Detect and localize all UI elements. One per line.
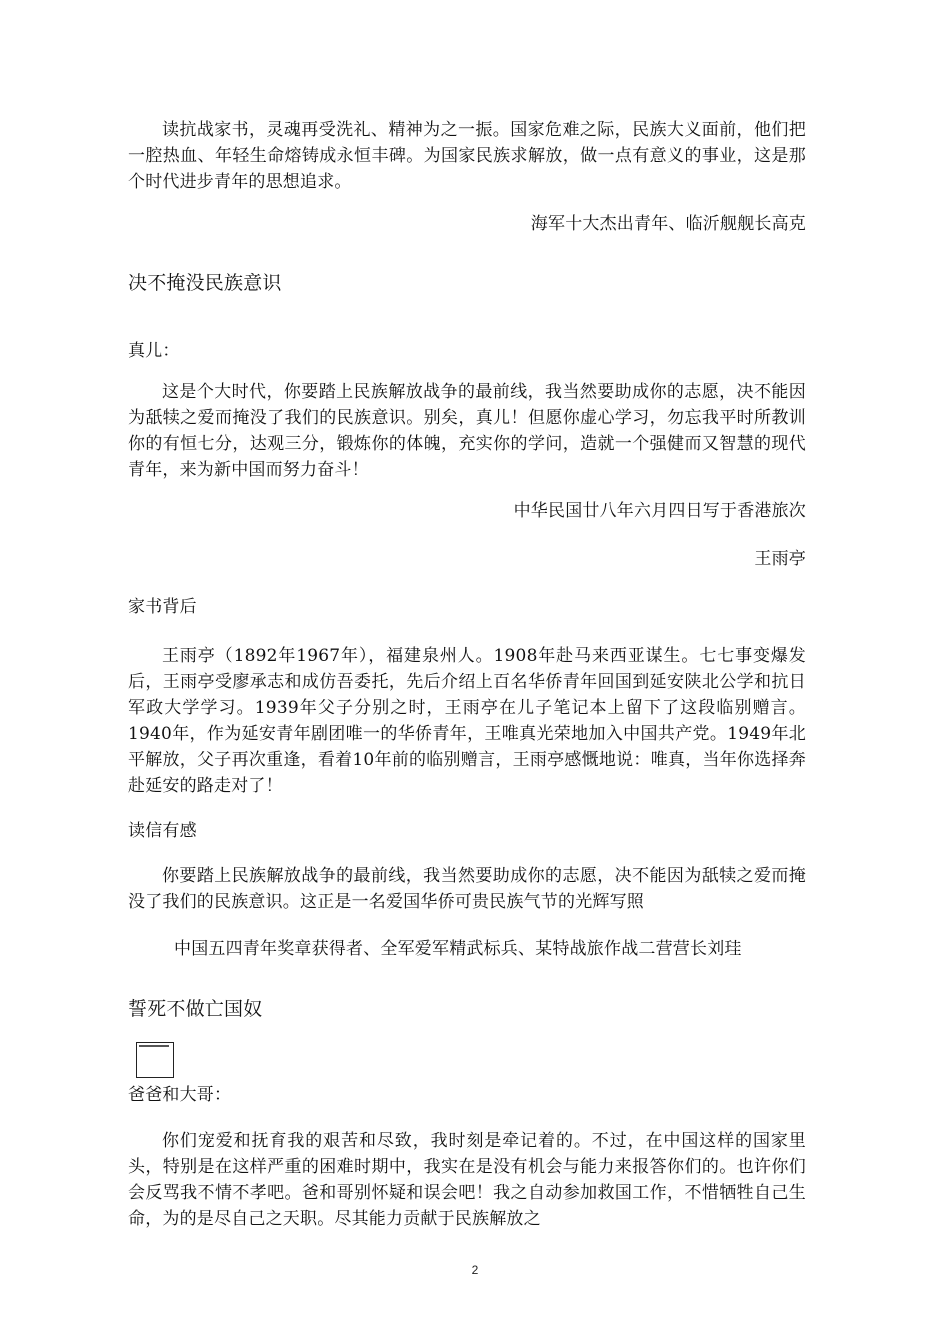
page-number: 2: [471, 1263, 479, 1277]
background-body: 王雨亭（1892年1967年），福建泉州人。1908年赴马来西亚谋生。七七事变爆发后，王雨亭受廖承志和成仿吾委托，先后介绍上百名华侨青年回国到延安陕北公学和抗日军政大学学习。1939年父子分别之时，王雨亭在儿子笔记本上留下了这段临别赠言。1940年，作为延安青年剧团唯一的华侨青年，王唯真光荣地加入中国共产党。1949年北平解放，父子再次重逢，看着10年前的临别赠言，王雨亭感慨地说：唯真，当年你选择奔赴延安的路走对了！: [128, 646, 806, 796]
letter-image-placeholder: [136, 1042, 174, 1078]
letter1-date: 中华民国廿八年六月四日写于香港旅次: [513, 501, 806, 521]
reflection-signature: 中国五四青年奖章获得者、全军爱军精武标兵、某特战旅作战二营营长刘珪: [174, 939, 742, 959]
letter2-salutation: 爸爸和大哥：: [128, 1085, 232, 1105]
letter1-author: 王雨亭: [754, 549, 806, 569]
reflection-body: 你要踏上民族解放战争的最前线，我当然要助成你的志愿，决不能因为舐犊之爱而掩没了我们的民族意识。这正是一名爱国华侨可贵民族气节的光辉写照: [128, 866, 806, 912]
intro-paragraph: 读抗战家书，灵魂再受洗礼、精神为之一振。国家危难之际，民族大义面前，他们把一腔热血、年轻生命熔铸成永恒丰碑。为国家民族求解放，做一点有意义的事业，这是那个时代进步青年的思想追求。: [128, 120, 806, 192]
intro-signature: 海军十大杰出青年、临沂舰舰长高克: [530, 214, 806, 234]
reflection-label: 读信有感: [128, 821, 197, 841]
image-caption-line: [139, 1045, 169, 1047]
letter1-salutation: 真儿：: [128, 341, 180, 361]
letter1-title: 决不掩没民族意识: [128, 272, 282, 294]
background-label: 家书背后: [128, 597, 197, 617]
letter2-title: 誓死不做亡国奴: [128, 998, 263, 1020]
letter2-body: 你们宠爱和抚育我的艰苦和尽致，我时刻是牵记着的。不过，在中国这样的国家里头，特别是在这样严重的困难时期中，我实在是没有机会与能力来报答你们的。也许你们会反骂我不情不孝吧。爸和哥别怀疑和误会吧！我之自动参加救国工作，不惜牺牲自己生命，为的是尽自己之天职。尽其能力贡献于民族解放之: [128, 1131, 806, 1229]
letter1-body: 这是个大时代，你要踏上民族解放战争的最前线，我当然要助成你的志愿，决不能因为舐犊之爱而掩没了我们的民族意识。别矣，真儿！但愿你虚心学习，勿忘我平时所教训你的有恒七分，达观三分，锻炼你的体魄，充实你的学问，造就一个强健而又智慧的现代青年，来为新中国而努力奋斗！: [128, 382, 806, 480]
